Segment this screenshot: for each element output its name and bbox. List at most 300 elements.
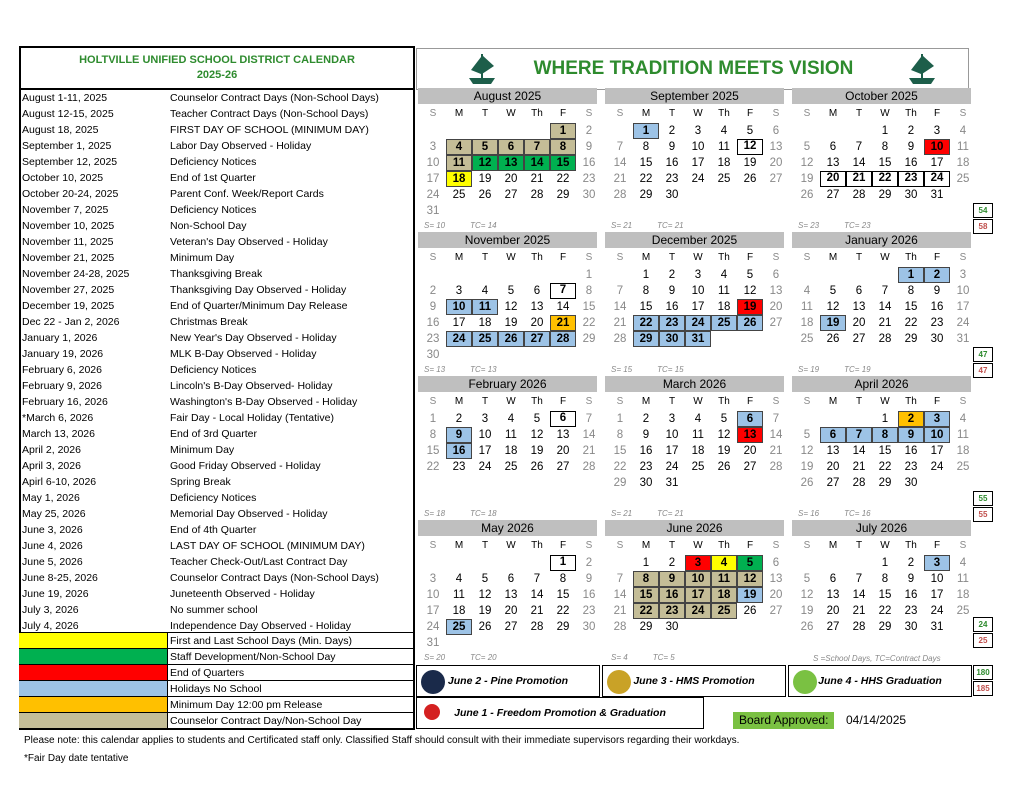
day-cell: 15 (639, 157, 653, 169)
day-cell: 29 (556, 621, 570, 633)
event-row (21, 138, 415, 154)
day-cell: 19 (478, 605, 492, 617)
day-cell: 11 (718, 141, 730, 153)
day-cell: 23 (426, 333, 440, 345)
weekday-header: W (693, 108, 703, 119)
day-cell: 16 (665, 301, 679, 313)
event-date: August 1-11, 2025 (22, 92, 108, 104)
weekday-header: T (668, 108, 676, 119)
day-cell: 26 (800, 621, 814, 633)
stat-value: S= 15 (611, 365, 633, 374)
weekday-header: S (959, 396, 967, 407)
count-badge: 58 (973, 219, 993, 234)
day-cell: 18 (504, 445, 518, 457)
stat-value: TC= 21 (657, 509, 684, 518)
day-cell: 15 (582, 301, 596, 313)
day-cell: 7 (533, 573, 541, 585)
event-text: End of 3rd Quarter (170, 428, 257, 440)
day-cell: 7 (846, 427, 872, 443)
day-cell: 24 (924, 171, 950, 187)
month-calendar (790, 88, 974, 232)
day-cell: 21 (613, 173, 627, 185)
day-cell: 30 (665, 189, 679, 201)
day-cell: 6 (550, 411, 576, 427)
day-cell: 14 (530, 589, 544, 601)
event-row (21, 250, 415, 266)
day-cell: 14 (852, 589, 866, 601)
event-date: July 4, 2026 (22, 620, 79, 632)
day-cell: 2 (907, 125, 915, 137)
day-cell: 12 (530, 429, 544, 441)
stat-value: S= 16 (798, 509, 820, 518)
day-cell: 17 (930, 589, 944, 601)
day-cell: 1 (642, 269, 650, 281)
day-cell: 6 (533, 285, 541, 297)
day-cell: 4 (959, 413, 967, 425)
hhs-graduation-text: June 4 - HHS Graduation (818, 675, 942, 687)
day-cell: 20 (504, 173, 518, 185)
day-cell: 4 (959, 557, 967, 569)
stat-value: S= 13 (424, 365, 446, 374)
event-date: November 7, 2025 (22, 204, 109, 216)
day-cell: 16 (426, 317, 440, 329)
day-cell: 27 (769, 173, 783, 185)
day-cell: 17 (956, 301, 970, 313)
event-row (21, 266, 415, 282)
day-cell: 20 (504, 605, 518, 617)
day-cell: 26 (826, 333, 840, 345)
day-cell: 6 (507, 573, 515, 585)
day-cell: 12 (737, 139, 763, 155)
day-cell: 16 (665, 157, 679, 169)
month-name: September 2025 (605, 88, 784, 104)
day-cell: 6 (829, 141, 837, 153)
weekday-header: M (641, 540, 651, 551)
freedom-promotion (416, 697, 704, 729)
day-cell: 17 (691, 157, 705, 169)
month-stats (611, 221, 709, 230)
legend-swatch (19, 633, 168, 648)
day-cell: 13 (826, 445, 840, 457)
day-cell: 27 (769, 317, 783, 329)
day-cell: 19 (820, 315, 846, 331)
day-cell: 10 (478, 429, 492, 441)
weekday-header: S (585, 396, 593, 407)
day-cell: 7 (881, 285, 889, 297)
event-date: February 16, 2026 (22, 396, 108, 408)
day-cell: 28 (613, 189, 627, 201)
weekday-header: M (828, 540, 838, 551)
day-cell: 8 (872, 427, 898, 443)
event-text: Teacher Contract Days (Non-School Days) (170, 108, 369, 120)
weekday-header: F (746, 396, 754, 407)
legend-swatch (19, 697, 168, 712)
count-badge: 25 (973, 633, 993, 648)
day-cell: 9 (659, 571, 685, 587)
event-row (21, 426, 415, 442)
day-cell: 23 (930, 317, 944, 329)
weekday-header: T (481, 252, 489, 263)
day-cell: 24 (426, 189, 440, 201)
day-cell: 5 (803, 573, 811, 585)
event-row (21, 346, 415, 362)
hms-promotion (602, 665, 786, 697)
day-cell: 6 (855, 285, 863, 297)
weekday-header: Th (905, 252, 917, 263)
day-cell: 2 (585, 557, 593, 569)
weekday-header: Th (718, 396, 730, 407)
day-cell: 5 (829, 285, 837, 297)
stat-value: S= 21 (611, 509, 633, 518)
day-cell: 4 (455, 573, 463, 585)
day-cell: 13 (769, 573, 783, 585)
day-cell: 27 (826, 189, 840, 201)
day-cell: 22 (556, 173, 570, 185)
weekday-header: Th (905, 108, 917, 119)
event-text: Non-School Day (170, 220, 247, 232)
day-cell: 11 (453, 589, 465, 601)
day-cell: 19 (800, 173, 814, 185)
day-cell: 9 (585, 141, 593, 153)
event-text: Minimum Day (170, 444, 235, 456)
weekday-header: M (641, 396, 651, 407)
day-cell: 9 (429, 301, 437, 313)
day-cell: 6 (772, 557, 780, 569)
event-date: Dec 22 - Jan 2, 2026 (22, 316, 120, 328)
day-cell: 24 (930, 605, 944, 617)
day-cell: 15 (550, 155, 576, 171)
day-cell: 7 (550, 283, 576, 299)
month-calendar (790, 376, 974, 520)
event-text: Lincoln's B-Day Observed- Holiday (170, 380, 333, 392)
month-stats (611, 365, 709, 374)
day-cell: 18 (478, 317, 492, 329)
day-cell: 30 (426, 349, 440, 361)
day-cell: 11 (801, 301, 813, 313)
weekday-header: S (959, 252, 967, 263)
event-row (21, 122, 415, 138)
day-cell: 19 (530, 445, 544, 457)
stats-legend-note: S =School Days, TC=Contract Days (813, 654, 941, 663)
day-cell: 13 (852, 301, 866, 313)
day-cell: 22 (878, 605, 892, 617)
day-cell: 12 (472, 155, 498, 171)
day-cell: 3 (429, 573, 437, 585)
day-cell: 30 (930, 333, 944, 345)
day-cell: 29 (639, 189, 653, 201)
day-cell: 12 (743, 285, 757, 297)
event-date: September 1, 2025 (22, 140, 112, 152)
day-cell: 11 (472, 299, 498, 315)
day-cell: 19 (800, 461, 814, 473)
stat-value: TC= 21 (657, 221, 684, 230)
stat-value: S= 19 (798, 365, 820, 374)
weekday-header: Th (531, 252, 543, 263)
day-cell: 5 (737, 555, 763, 571)
day-cell: 23 (582, 173, 596, 185)
stat-value: TC= 5 (652, 653, 675, 662)
weekday-header: F (559, 540, 567, 551)
day-cell: 24 (930, 461, 944, 473)
day-cell: 27 (504, 189, 518, 201)
month-name: August 2025 (418, 88, 597, 104)
day-cell: 5 (720, 413, 728, 425)
day-cell: 15 (904, 301, 918, 313)
day-cell: 13 (530, 301, 544, 313)
day-cell: 26 (800, 189, 814, 201)
day-cell: 21 (878, 317, 892, 329)
event-text: Good Friday Observed - Holiday (170, 460, 321, 472)
month-name: July 2026 (792, 520, 971, 536)
weekday-header: M (828, 396, 838, 407)
slogan-text: WHERE TRADITION MEETS VISION (533, 58, 854, 79)
day-cell: 25 (717, 173, 731, 185)
day-cell: 16 (930, 301, 944, 313)
day-cell: 24 (426, 621, 440, 633)
count-badge: 55 (973, 507, 993, 522)
day-cell: 15 (426, 445, 440, 457)
event-date: June 8-25, 2026 (22, 572, 98, 584)
board-approved-label: Board Approved: (733, 712, 834, 729)
day-cell: 10 (930, 573, 944, 585)
day-cell: 4 (507, 413, 515, 425)
event-text: Minimum Day (170, 252, 235, 264)
day-cell: 5 (746, 125, 754, 137)
month-calendar (603, 88, 787, 232)
weekday-header: S (429, 540, 437, 551)
event-row (21, 506, 415, 522)
legend-row (19, 648, 415, 664)
day-cell: 22 (872, 171, 898, 187)
day-cell: 31 (930, 621, 944, 633)
weekday-header: S (616, 252, 624, 263)
month-name: January 2026 (792, 232, 971, 248)
day-cell: 11 (446, 155, 472, 171)
day-cell: 19 (478, 173, 492, 185)
weekday-header: S (803, 108, 811, 119)
day-cell: 17 (452, 317, 466, 329)
day-cell: 23 (452, 461, 466, 473)
day-cell: 27 (826, 621, 840, 633)
day-cell: 22 (633, 315, 659, 331)
day-cell: 31 (426, 205, 440, 217)
day-cell: 31 (685, 331, 711, 347)
day-cell: 12 (504, 301, 518, 313)
month-calendar (416, 520, 600, 664)
day-cell: 20 (826, 605, 840, 617)
legend-row (19, 712, 415, 728)
weekday-header: Th (531, 540, 543, 551)
day-cell: 3 (694, 125, 702, 137)
weekday-header: W (880, 396, 890, 407)
day-cell: 13 (826, 157, 840, 169)
day-cell: 28 (613, 621, 627, 633)
day-cell: 13 (498, 155, 524, 171)
day-cell: 16 (904, 157, 918, 169)
day-cell: 3 (694, 269, 702, 281)
weekday-header: F (559, 108, 567, 119)
day-cell: 27 (524, 331, 550, 347)
event-row (21, 474, 415, 490)
weekday-header: S (959, 108, 967, 119)
month-stats (798, 221, 896, 230)
day-cell: 20 (820, 171, 846, 187)
weekday-header: T (668, 540, 676, 551)
day-cell: 23 (659, 603, 685, 619)
day-cell: 21 (852, 461, 866, 473)
weekday-header: Th (905, 540, 917, 551)
weekday-header: F (933, 252, 941, 263)
count-badge: 24 (973, 617, 993, 632)
pine-logo-icon (421, 670, 445, 694)
day-cell: 20 (769, 301, 783, 313)
event-row (21, 586, 415, 602)
day-cell: 21 (846, 171, 872, 187)
weekday-header: Th (718, 540, 730, 551)
day-cell: 1 (881, 557, 889, 569)
day-cell: 23 (659, 315, 685, 331)
event-text: Thanksgiving Day Observed - Holiday (170, 284, 347, 296)
event-row (21, 362, 415, 378)
day-cell: 29 (639, 621, 653, 633)
event-text: Washington's B-Day Observed - Holiday (170, 396, 358, 408)
day-cell: 14 (769, 429, 783, 441)
day-cell: 30 (904, 189, 918, 201)
day-cell: 26 (478, 189, 492, 201)
event-row (21, 570, 415, 586)
day-cell: 3 (481, 413, 489, 425)
ship-icon (907, 52, 937, 86)
day-cell: 13 (556, 429, 570, 441)
day-cell: 14 (613, 301, 627, 313)
promotions-row (416, 665, 972, 697)
day-cell: 2 (642, 413, 650, 425)
day-cell: 14 (852, 445, 866, 457)
day-cell: 30 (904, 621, 918, 633)
event-date: *March 6, 2026 (22, 412, 94, 424)
day-cell: 30 (665, 621, 679, 633)
calendar-title (19, 46, 415, 90)
fair-day-note: *Fair Day date tentative (24, 753, 129, 764)
weekday-header: S (803, 540, 811, 551)
day-cell: 18 (711, 587, 737, 603)
event-date: August 12-15, 2025 (22, 108, 114, 120)
day-cell: 4 (720, 125, 728, 137)
event-date: November 24-28, 2025 (22, 268, 130, 280)
day-cell: 12 (800, 445, 814, 457)
day-cell: 6 (772, 269, 780, 281)
day-cell: 12 (478, 589, 492, 601)
legend-swatch (19, 665, 168, 680)
day-cell: 25 (956, 173, 970, 185)
day-cell: 16 (904, 589, 918, 601)
day-cell: 3 (429, 141, 437, 153)
day-cell: 22 (639, 173, 653, 185)
day-cell: 12 (737, 571, 763, 587)
event-text: FIRST DAY OF SCHOOL (MINIMUM DAY) (170, 124, 369, 136)
event-row (21, 442, 415, 458)
day-cell: 6 (498, 139, 524, 155)
weekday-header: S (585, 108, 593, 119)
event-date: July 3, 2026 (22, 604, 79, 616)
day-cell: 8 (633, 571, 659, 587)
day-cell: 11 (718, 285, 730, 297)
weekday-header: T (668, 396, 676, 407)
title-line2: 2025-26 (196, 69, 238, 81)
month-stats (424, 653, 522, 662)
day-cell: 17 (665, 445, 679, 457)
weekday-header: W (880, 108, 890, 119)
day-cell: 9 (642, 429, 650, 441)
day-cell: 4 (711, 555, 737, 571)
event-text: End of Quarter/Minimum Day Release (170, 300, 348, 312)
day-cell: 9 (907, 141, 915, 153)
day-cell: 6 (820, 427, 846, 443)
day-cell: 2 (668, 557, 676, 569)
event-date: Apirl 6-10, 2026 (22, 476, 97, 488)
day-cell: 23 (898, 171, 924, 187)
day-cell: 8 (881, 573, 889, 585)
event-row (21, 282, 415, 298)
weekday-header: M (828, 252, 838, 263)
weekday-header: F (933, 108, 941, 119)
day-cell: 23 (665, 173, 679, 185)
day-cell: 7 (616, 285, 624, 297)
event-row (21, 522, 415, 538)
hhs-graduation (788, 665, 972, 697)
pine-promotion-text: June 2 - Pine Promotion (447, 675, 569, 687)
day-cell: 10 (691, 141, 705, 153)
day-cell: 17 (685, 587, 711, 603)
day-cell: 2 (429, 285, 437, 297)
day-cell: 7 (616, 573, 624, 585)
event-row (21, 154, 415, 170)
stat-value: TC= 14 (470, 221, 497, 230)
event-row (21, 314, 415, 330)
stat-value: TC= 16 (844, 509, 871, 518)
day-cell: 16 (582, 157, 596, 169)
day-cell: 3 (455, 285, 463, 297)
event-row (21, 106, 415, 122)
day-cell: 10 (924, 139, 950, 155)
day-cell: 11 (957, 141, 969, 153)
event-date: March 13, 2026 (22, 428, 95, 440)
event-date: May 1, 2026 (22, 492, 80, 504)
weekday-header: S (429, 252, 437, 263)
legend-label: First and Last School Days (Min. Days) (170, 634, 353, 647)
event-text: Deficiency Notices (170, 492, 257, 504)
day-cell: 3 (933, 125, 941, 137)
day-cell: 4 (446, 139, 472, 155)
weekday-header: F (746, 108, 754, 119)
event-text: Counselor Contract Days (Non-School Days) (170, 572, 379, 584)
day-cell: 19 (737, 299, 763, 315)
event-date: November 27, 2025 (22, 284, 115, 296)
day-cell: 2 (668, 125, 676, 137)
day-cell: 1 (550, 555, 576, 571)
day-cell: 29 (613, 477, 627, 489)
weekday-header: S (585, 540, 593, 551)
day-cell: 26 (800, 477, 814, 489)
day-cell: 22 (633, 603, 659, 619)
month-name: June 2026 (605, 520, 784, 536)
day-cell: 28 (550, 331, 576, 347)
month-calendar (416, 88, 600, 232)
title-line1: HOLTVILLE UNIFIED SCHOOL DISTRICT CALENDAR (79, 54, 355, 66)
day-cell: 9 (585, 573, 593, 585)
day-cell: 22 (613, 461, 627, 473)
day-cell: 8 (642, 285, 650, 297)
